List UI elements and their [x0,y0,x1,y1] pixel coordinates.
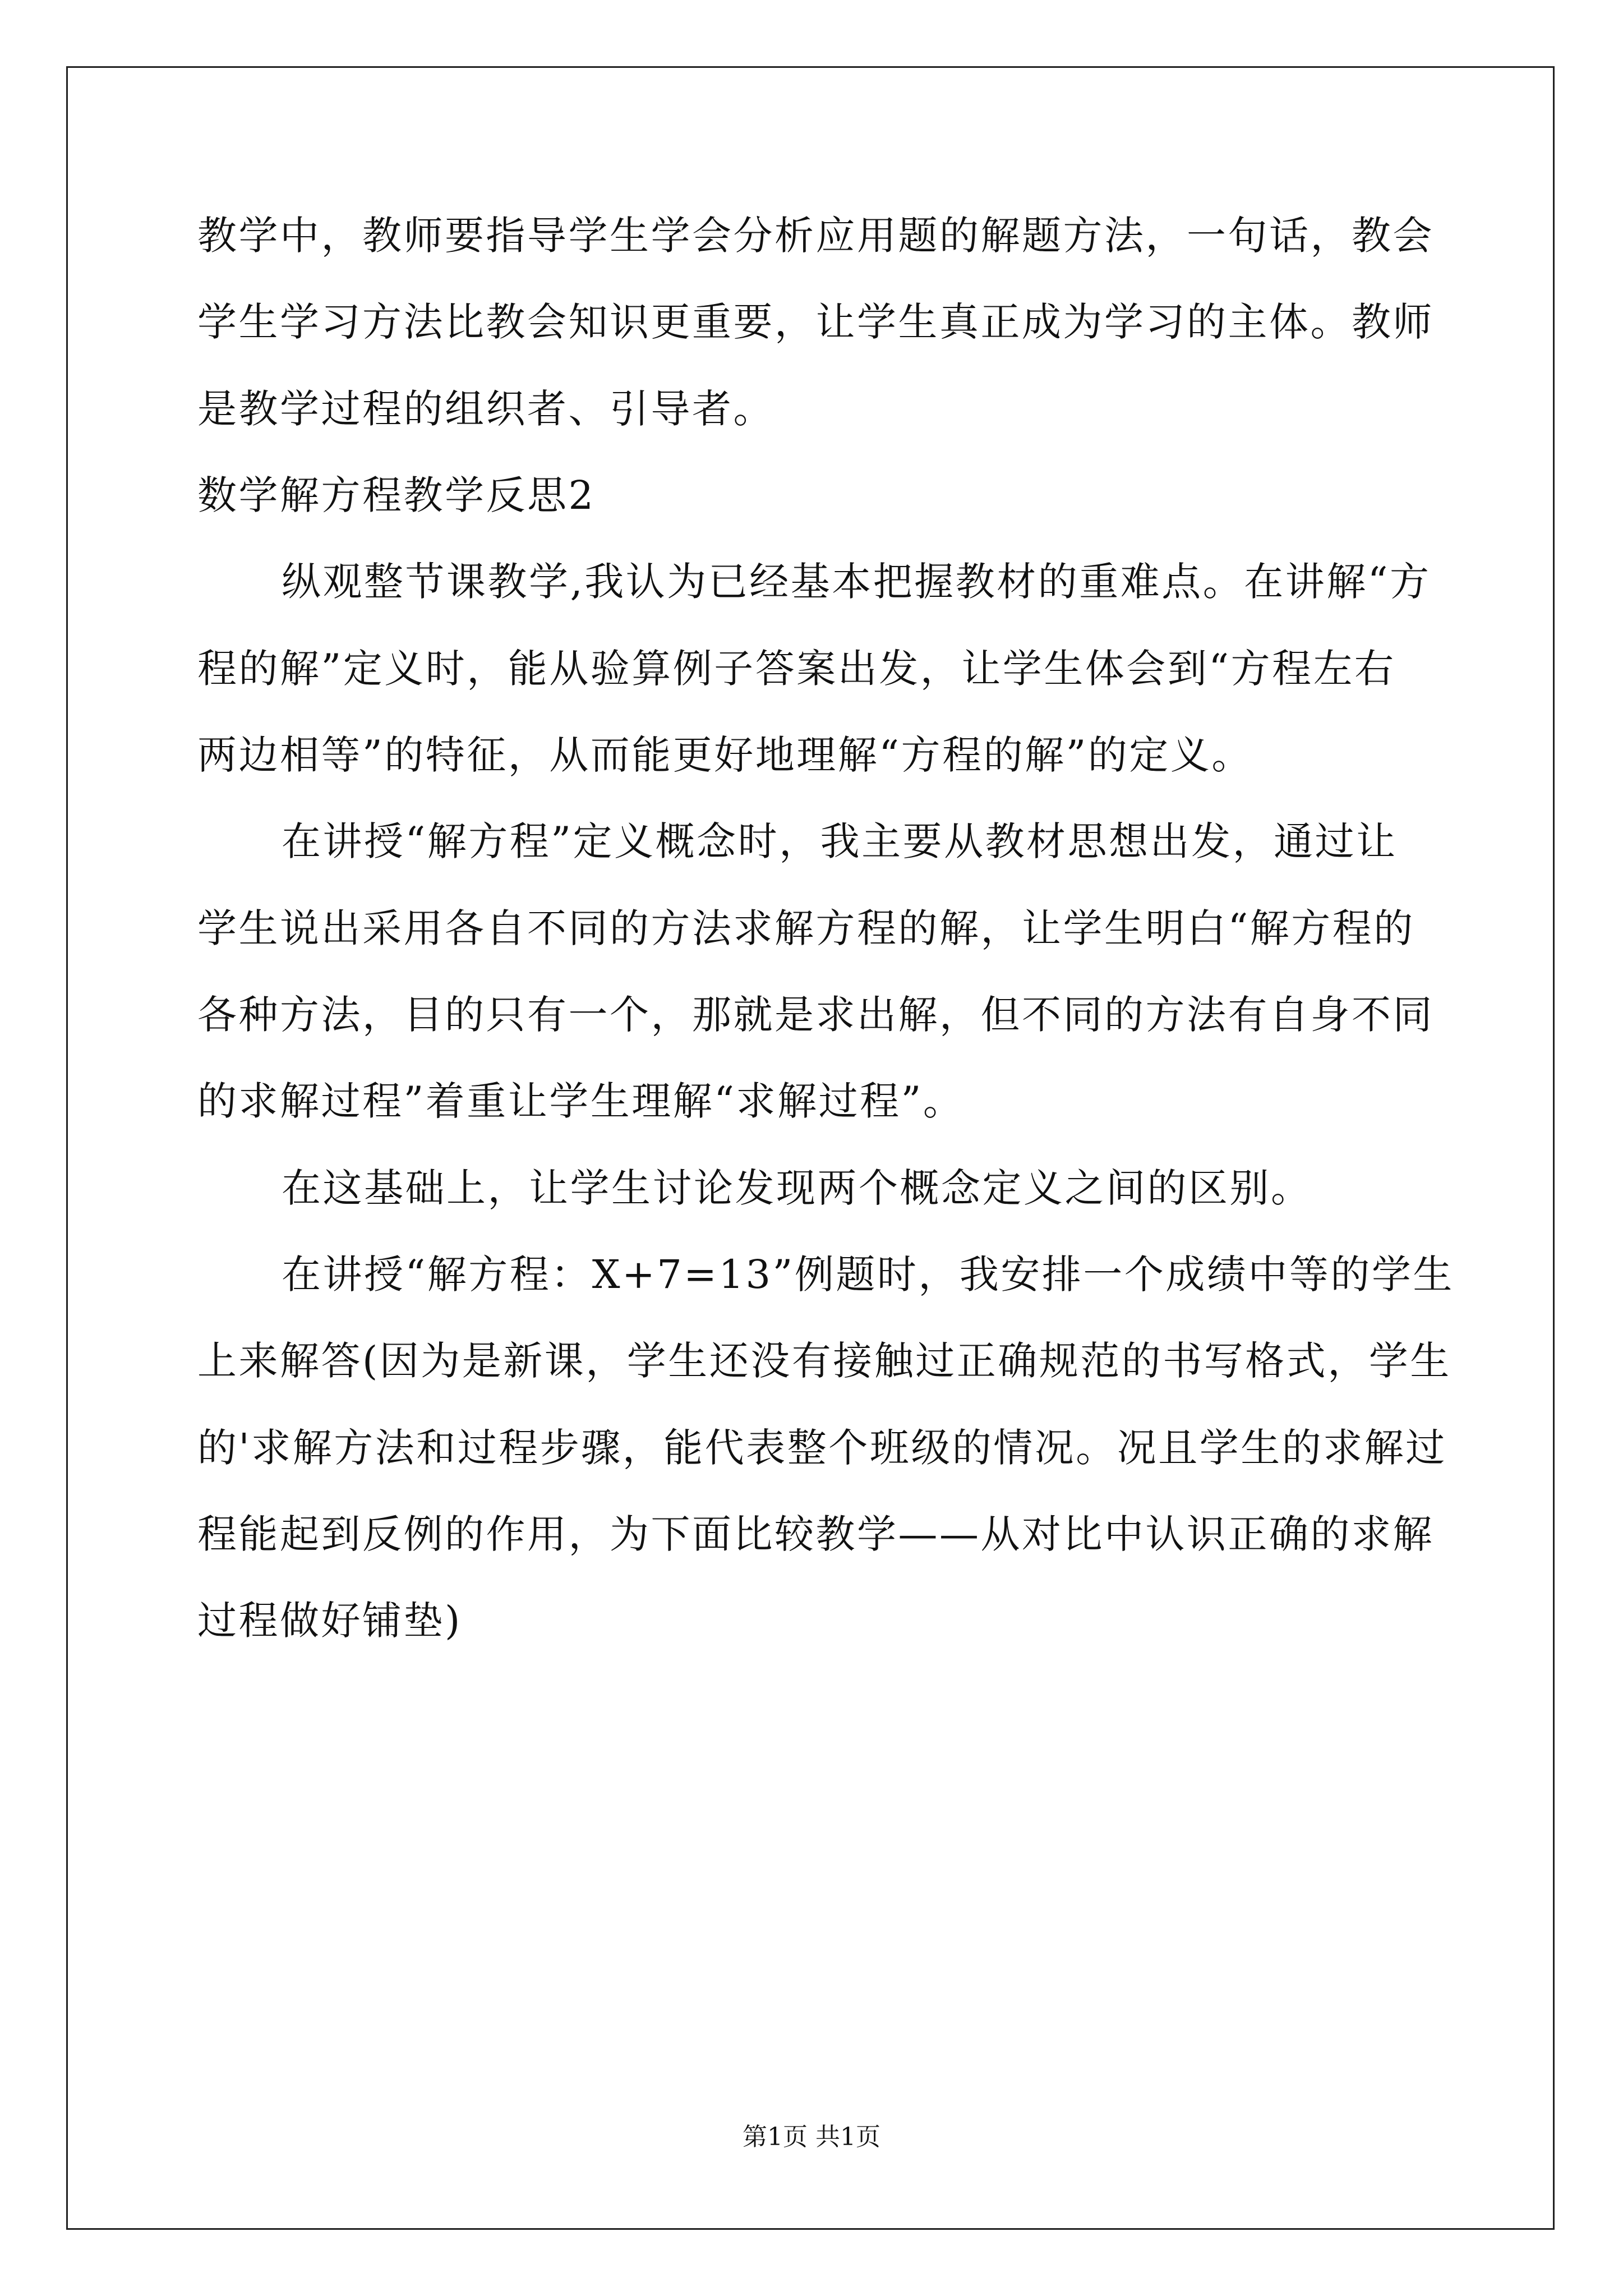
paragraph-line: 在讲授“解方程：X+7=13”例题时，我安排一个成绩中等的学生 [282,1251,1454,1297]
paragraph-line: 学生学习方法比教会知识更重要，让学生真正成为学习的主体。教师 [197,299,1434,345]
paragraph-line: 在讲授“解方程”定义概念时，我主要从教材思想出发，通过让 [282,818,1398,864]
paragraph-line: 两边相等”的特征，从而能更好地理解“方程的解”的定义。 [197,732,1253,778]
section-heading: 数学解方程教学反思2 [197,472,596,518]
paragraph-line: 程的解”定义时，能从验算例子答案出发，让学生体会到“方程左右 [197,646,1396,692]
paragraph-line: 纵观整节课教学,我认为已经基本把握教材的重难点。在讲解“方 [282,559,1431,605]
paragraph-line: 教学中，教师要指导学生学会分析应用题的解题方法，一句话，教会 [197,213,1434,259]
paragraph-line: 的'求解方法和过程步骤，能代表整个班级的情况。况且学生的求解过 [197,1425,1447,1471]
paragraph-line: 是教学过程的组织者、引导者。 [197,386,774,432]
paragraph-line: 过程做好铺垫) [197,1598,462,1644]
paragraph-line: 在这基础上，让学生讨论发现两个概念定义之间的区别。 [282,1165,1312,1211]
page-number-footer: 第1页 共1页 [743,2123,880,2151]
paragraph-line: 各种方法，目的只有一个，那就是求出解，但不同的方法有自身不同 [197,992,1434,1038]
paragraph-line: 上来解答(因为是新课，学生还没有接触过正确规范的书写格式，学生 [197,1338,1451,1384]
paragraph-line: 学生说出采用各自不同的方法求解方程的解，让学生明白“解方程的 [197,905,1415,951]
paragraph-line: 的求解过程”着重让学生理解“求解过程”。 [197,1078,965,1124]
paragraph-line: 程能起到反例的作用，为下面比较教学——从对比中认识正确的求解 [197,1511,1434,1557]
